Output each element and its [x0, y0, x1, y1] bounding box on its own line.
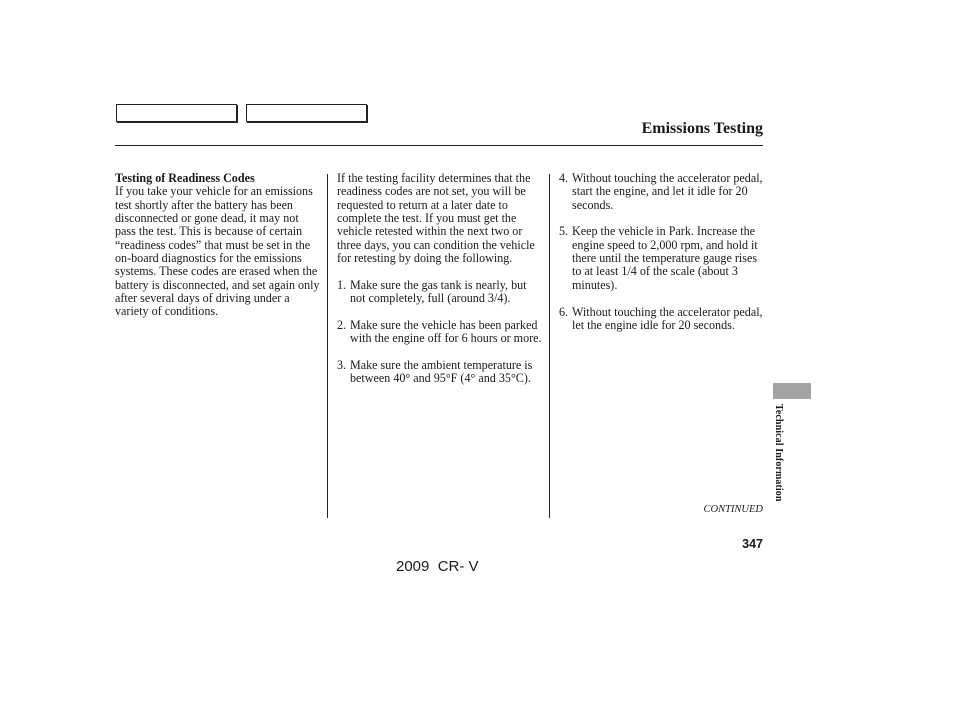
step-number: 6. — [559, 304, 569, 319]
step-text: Make sure the gas tank is nearly, but not completely, full (around 3/4). — [350, 277, 527, 306]
step-5 — [559, 225, 764, 292]
retest-intro-paragraph: If the testing facility determines that the readiness codes are not set, you will be requested to return at a later date to complete the test. If you must get the vehicle retested within the next two or three days, you can condition the vehicle for retesting by doing the following. — [337, 171, 535, 266]
step-6 — [559, 306, 764, 333]
column-2 — [337, 172, 543, 386]
step-number: 3. — [337, 357, 347, 372]
page-number: 347 — [742, 537, 763, 551]
section-title: Emissions Testing — [641, 120, 763, 137]
step-1 — [337, 279, 543, 306]
column-3 — [559, 172, 764, 332]
step-number: 5. — [559, 224, 569, 239]
continued-label: CONTINUED — [703, 504, 763, 515]
step-text: Make sure the ambient temperature is between 40° and 95°F (4° and 35°C). — [350, 357, 533, 386]
readiness-codes-paragraph: If you take your vehicle for an emissions test shortly after the battery has been disconnected or gone dead, it may not pass the test. This is because of certain “readiness codes” that must be set in the on-board diagnostics for the emissions systems. These codes are erased when the battery is disconnected, and set again only after several days of driving under a variety of conditions. — [115, 184, 320, 319]
header-rule — [115, 145, 763, 146]
column-divider-2 — [549, 174, 550, 518]
step-text: Keep the vehicle in Park. Increase the engine speed to 2,000 rpm, and hold it there until the temperature gauge rises to at least 1/4 of the scale (about 3 minutes). — [572, 224, 758, 292]
column-1 — [115, 172, 320, 319]
step-2 — [337, 319, 543, 346]
step-number: 4. — [559, 171, 569, 185]
step-number: 1. — [337, 277, 347, 292]
step-4 — [559, 172, 764, 212]
model-footer: 2009 CR- V — [396, 558, 479, 575]
step-number: 2. — [337, 317, 347, 332]
table-of-contents-button[interactable] — [246, 104, 367, 122]
section-tab-marker[interactable] — [773, 383, 811, 399]
step-text: Without touching the accelerator pedal, let the engine idle for 20 seconds. — [572, 304, 763, 332]
step-text: Without touching the accelerator pedal, start the engine, and let it idle for 20 seconds. — [572, 171, 763, 212]
step-text: Make sure the vehicle has been parked with the engine off for 6 hours or more. — [350, 317, 542, 346]
main-menu-button[interactable] — [116, 104, 237, 122]
column-divider-1 — [327, 174, 328, 518]
subsection-heading: Testing of Readiness Codes — [115, 171, 255, 185]
section-tab-label: Technical Information — [773, 404, 784, 502]
step-3 — [337, 359, 543, 386]
